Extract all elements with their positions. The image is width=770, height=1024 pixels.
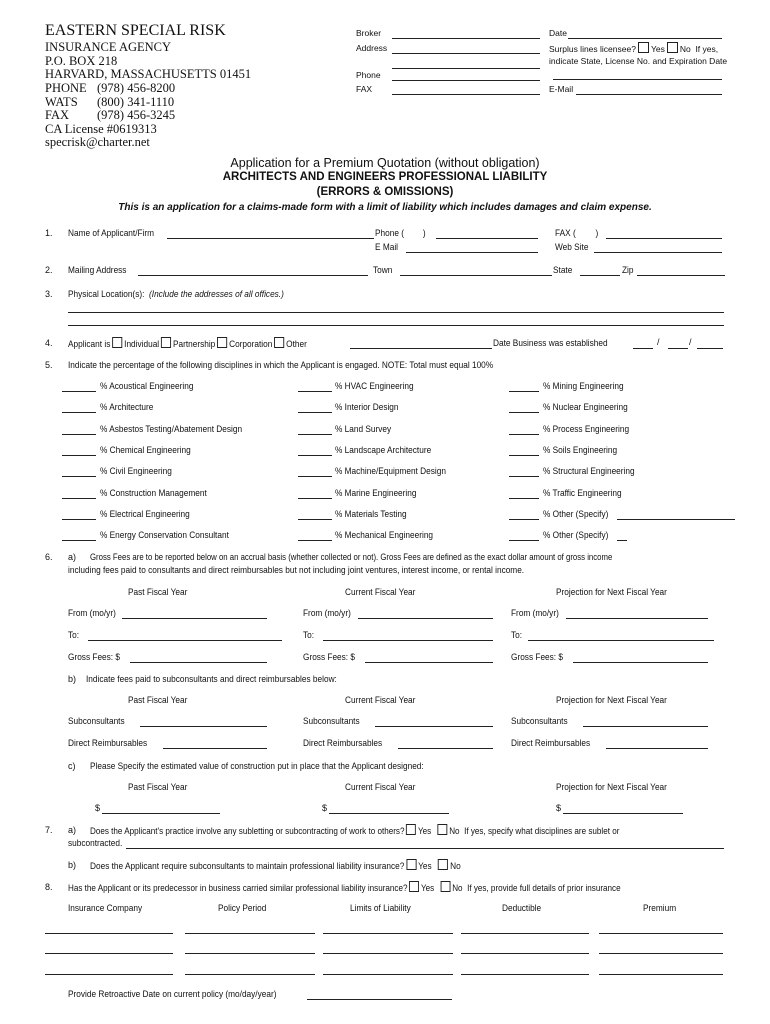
current-to-field[interactable] <box>323 640 493 641</box>
corporation-checkbox[interactable] <box>217 337 227 348</box>
current-gross-field[interactable] <box>365 662 493 663</box>
discipline-percent-field[interactable] <box>509 540 539 541</box>
current-from-label: From (mo/yr) <box>303 608 351 618</box>
prior-insurance-field[interactable] <box>323 974 453 975</box>
q7-b-text: Does the Applicant require subconsultants to maintain professional liability insurance? <box>90 861 405 871</box>
q8-number: 8. <box>45 882 53 892</box>
past-sub-field[interactable] <box>140 726 267 727</box>
discipline-percent-field[interactable] <box>62 519 96 520</box>
q7b-no-checkbox[interactable] <box>438 859 448 870</box>
agency-email: specrisk@charter.net <box>45 135 150 149</box>
prior-col-premium: Premium <box>643 903 677 913</box>
fees-current-header: Current Fiscal Year <box>345 587 416 597</box>
q1-name-label: Name of Applicant/Firm <box>68 228 155 238</box>
prior-insurance-field[interactable] <box>185 974 315 975</box>
discipline-percent-field[interactable] <box>298 540 332 541</box>
broker-fax-label: FAX <box>356 84 373 94</box>
agency-phone <box>45 81 176 96</box>
prior-insurance-field[interactable] <box>461 933 589 934</box>
surplus-indicate: indicate State, License No. and Expiration Date <box>549 56 728 66</box>
surplus-no-checkbox[interactable] <box>667 42 678 53</box>
q1-phone-label <box>375 228 426 238</box>
q6-c-text: Please Specify the estimated value of construction put in place that the Applicant designed: <box>90 761 424 771</box>
date-label: Date <box>549 28 567 38</box>
prior-insurance-field[interactable] <box>45 933 173 934</box>
prior-insurance-field[interactable] <box>461 953 589 954</box>
discipline-percent-field[interactable] <box>509 391 539 392</box>
q1-number: 1. <box>45 228 53 238</box>
past-to-label: To: <box>68 630 80 640</box>
fees-projection-header: Projection for Next Fiscal Year <box>556 587 667 597</box>
phone-close: ) <box>422 228 426 238</box>
other-checkbox[interactable] <box>274 337 284 348</box>
discipline-percent-field[interactable] <box>62 476 96 477</box>
cons-past-header: Past Fiscal Year <box>128 782 188 792</box>
discipline-percent-field[interactable] <box>298 519 332 520</box>
past-from-label: From (mo/yr) <box>68 608 116 618</box>
discipline-percent-field[interactable] <box>298 434 332 435</box>
zip-field[interactable] <box>637 275 725 276</box>
projection-to-field[interactable] <box>528 640 714 641</box>
q2-mail-label: Mailing Address <box>68 265 127 275</box>
prior-insurance-field[interactable] <box>185 953 315 954</box>
current-sub-label: Subconsultants <box>303 716 360 726</box>
discipline-percent-field[interactable] <box>509 498 539 499</box>
broker-label: Broker <box>356 28 382 38</box>
other-specify-field[interactable] <box>617 540 627 541</box>
prior-insurance-field[interactable] <box>185 933 315 934</box>
prior-insurance-field[interactable] <box>599 974 723 975</box>
projection-direct-label: Direct Reimbursables <box>511 738 591 748</box>
discipline-label: % Civil Engineering <box>100 466 172 477</box>
prior-col-deductible: Deductible <box>502 903 542 913</box>
q7-b-marker: b) <box>68 860 77 870</box>
discipline-label: % Traffic Engineering <box>543 487 622 498</box>
mailing-address-field[interactable] <box>138 275 368 276</box>
broker-field[interactable] <box>392 38 540 39</box>
projection-sub-label: Subconsultants <box>511 716 568 726</box>
discipline-label: % Landscape Architecture <box>335 444 432 455</box>
town-field[interactable] <box>400 275 552 276</box>
partnership-checkbox[interactable] <box>161 337 171 348</box>
q7-a-marker: a) <box>68 825 77 835</box>
q5-number: 5. <box>45 360 53 370</box>
discipline-percent-field[interactable] <box>298 476 332 477</box>
q7b-no-label: No <box>450 861 461 871</box>
surplus-row <box>549 42 718 54</box>
wats-value: (800) 341-1110 <box>97 95 175 109</box>
q6-b-marker: b) <box>68 674 77 684</box>
discipline-label: % Mechanical Engineering <box>335 530 434 541</box>
sub-current-header: Current Fiscal Year <box>345 695 416 705</box>
address-field-2[interactable] <box>392 68 540 69</box>
address-field[interactable] <box>392 53 540 54</box>
q1-web-label: Web Site <box>555 242 589 252</box>
form-title: Application for a Premium Quotation (without obligation) <box>230 156 540 170</box>
discipline-label: % Process Engineering <box>543 423 630 434</box>
q4-number: 4. <box>45 338 53 348</box>
discipline-percent-field[interactable] <box>298 455 332 456</box>
established-month-field[interactable] <box>633 348 653 349</box>
q4-row <box>68 337 307 349</box>
past-sub-label: Subconsultants <box>68 716 125 726</box>
discipline-label: % Other (Specify) <box>543 508 609 519</box>
discipline-percent-field[interactable] <box>62 391 96 392</box>
q7a-yes-checkbox[interactable] <box>406 824 416 835</box>
q3-label <box>68 289 284 299</box>
discipline-percent-field[interactable] <box>509 519 539 520</box>
phone-open: Phone ( <box>375 228 405 238</box>
q6-a-marker: a) <box>68 552 77 562</box>
projection-cons-field[interactable] <box>563 813 683 814</box>
agency-city: HARVARD, MASSACHUSETTS 01451 <box>45 67 252 81</box>
q6-c-marker: c) <box>68 761 76 771</box>
wats-label: WATS <box>45 95 78 109</box>
past-from-field[interactable] <box>122 618 267 619</box>
projection-to-label: To: <box>511 630 523 640</box>
projection-cons-dollar: $ <box>556 803 562 813</box>
fax-close: ) <box>595 228 599 238</box>
current-cons-field[interactable] <box>329 813 449 814</box>
applicant-phone-field[interactable] <box>436 238 538 239</box>
prior-col-limits: Limits of Liability <box>350 903 411 913</box>
claims-made-note: This is an application for a claims-made form with a limit of liability which includes damages and claim expense. <box>118 202 652 213</box>
surplus-yes-checkbox[interactable] <box>638 42 649 53</box>
discipline-label: % Land Survey <box>335 423 392 434</box>
q8-yes-checkbox[interactable] <box>409 881 419 892</box>
discipline-label: % Architecture <box>100 402 154 413</box>
partnership-label: Partnership <box>172 339 216 349</box>
discipline-label: % Construction Management <box>100 487 207 498</box>
discipline-percent-field[interactable] <box>298 391 332 392</box>
form-subheading: (ERRORS & OMISSIONS) <box>316 186 454 198</box>
q1-fax-label <box>555 228 599 238</box>
discipline-percent-field[interactable] <box>62 412 96 413</box>
prior-insurance-field[interactable] <box>45 974 173 975</box>
q2-state-label: State <box>553 265 573 275</box>
other-type-field[interactable] <box>350 348 492 349</box>
cons-projection-header: Projection for Next Fiscal Year <box>556 782 667 792</box>
discipline-percent-field[interactable] <box>298 412 332 413</box>
phone-label: PHONE <box>45 81 87 95</box>
discipline-percent-field[interactable] <box>509 455 539 456</box>
q7b-yes-checkbox[interactable] <box>406 859 416 870</box>
past-gross-field[interactable] <box>130 662 267 663</box>
projection-direct-field[interactable] <box>606 748 708 749</box>
past-to-field[interactable] <box>88 640 282 641</box>
q5-label: Indicate the percentage of the following disciplines in which the Applicant is engaged. NOTE: Total must equal 100% <box>68 360 494 370</box>
discipline-percent-field[interactable] <box>509 434 539 435</box>
q2-number: 2. <box>45 265 53 275</box>
sub-past-header: Past Fiscal Year <box>128 695 188 705</box>
fax-open: FAX ( <box>555 228 576 238</box>
retro-date-label: Provide Retroactive Date on current policy (mo/day/year) <box>68 989 277 999</box>
current-sub-field[interactable] <box>375 726 493 727</box>
surplus-label: Surplus lines licensee? <box>549 44 636 54</box>
individual-label: Individual <box>124 339 160 349</box>
projection-gross-label: Gross Fees: $ <box>511 652 564 662</box>
broker-email-label: E-Mail <box>549 84 574 94</box>
q8-no-label: No <box>452 883 463 893</box>
prior-insurance-field[interactable] <box>323 933 453 934</box>
q6-b-text: Indicate fees paid to subconsultants and direct reimbursables below: <box>86 674 337 684</box>
discipline-percent-field[interactable] <box>62 455 96 456</box>
q8-text: Has the Applicant or its predecessor in business carried similar professional liability insurance? <box>68 883 408 893</box>
broker-phone-label: Phone <box>356 70 381 80</box>
date-established-label: Date Business was established <box>493 338 608 348</box>
discipline-label: % Nuclear Engineering <box>543 402 628 413</box>
agency-fax <box>45 108 176 123</box>
prior-insurance-field[interactable] <box>45 953 173 954</box>
current-to-label: To: <box>303 630 315 640</box>
cons-current-header: Current Fiscal Year <box>345 782 416 792</box>
applicant-name-field[interactable] <box>167 238 374 239</box>
fees-past-header: Past Fiscal Year <box>128 587 188 597</box>
projection-from-label: From (mo/yr) <box>511 608 559 618</box>
prior-insurance-field[interactable] <box>461 974 589 975</box>
discipline-label: % Marine Engineering <box>335 487 417 498</box>
discipline-label: % Machine/Equipment Design <box>335 466 446 477</box>
date-slash-1: / <box>657 337 660 347</box>
location-line-2[interactable] <box>68 325 724 326</box>
discipline-label: % Chemical Engineering <box>100 444 191 455</box>
broker-phone-field[interactable] <box>392 80 540 81</box>
q6-a-text: Gross Fees are to be reported below on an accrual basis (whether collected or not). Gross Fees are defined as the exact dollar amount of gross income <box>90 552 613 562</box>
discipline-label: % Other (Specify) <box>543 530 609 541</box>
prior-col-period: Policy Period <box>218 903 267 913</box>
discipline-label: % Materials Testing <box>335 508 407 519</box>
current-direct-field[interactable] <box>398 748 493 749</box>
established-year-field[interactable] <box>697 348 723 349</box>
q7-number: 7. <box>45 825 53 835</box>
current-gross-label: Gross Fees: $ <box>303 652 356 662</box>
q6-number: 6. <box>45 552 53 562</box>
past-gross-label: Gross Fees: $ <box>68 652 121 662</box>
discipline-label: % Asbestos Testing/Abatement Design <box>100 423 243 434</box>
q2-town-label: Town <box>373 265 393 275</box>
q7a-tail: If yes, specify what disciplines are sublet or <box>464 826 620 836</box>
q6-a-text-2: including fees paid to consultants and direct reimbursables but not including joint ventures, interest income, or rental income. <box>68 565 525 575</box>
discipline-label: % Energy Conservation Consultant <box>100 530 229 541</box>
established-day-field[interactable] <box>668 348 688 349</box>
current-from-field[interactable] <box>358 618 493 619</box>
other-specify-field[interactable] <box>617 519 735 520</box>
q8-no-checkbox[interactable] <box>441 881 451 892</box>
applicant-fax-field[interactable] <box>606 238 722 239</box>
q8-row <box>68 881 621 893</box>
address-label: Address <box>356 43 388 53</box>
other-label: Other <box>286 339 307 349</box>
past-cons-dollar: $ <box>95 803 101 813</box>
discipline-label: % HVAC Engineering <box>335 381 414 391</box>
discipline-percent-field[interactable] <box>509 412 539 413</box>
date-field[interactable] <box>568 38 722 39</box>
discipline-label: % Electrical Engineering <box>100 508 190 519</box>
q7-a-row <box>90 824 619 836</box>
discipline-label: % Acoustical Engineering <box>100 381 194 391</box>
q1-email-label: E Mail <box>375 242 399 252</box>
discipline-percent-field[interactable] <box>298 498 332 499</box>
discipline-label: % Structural Engineering <box>543 466 635 477</box>
prior-insurance-field[interactable] <box>323 953 453 954</box>
fax-value: (978) 456-3245 <box>97 108 176 122</box>
q7-a-text: Does the Applicant's practice involve any subletting or subcontracting of work to others? <box>90 826 405 836</box>
discipline-percent-field[interactable] <box>62 540 96 541</box>
individual-checkbox[interactable] <box>112 337 122 348</box>
surplus-no-label: No <box>679 44 691 54</box>
applicant-email-field[interactable] <box>406 252 538 253</box>
applicant-is-label: Applicant is <box>68 339 111 349</box>
agency-license: CA License #0619313 <box>45 122 157 136</box>
q8-tail: If yes, provide full details of prior insurance <box>467 883 621 893</box>
applicant-web-field[interactable] <box>594 252 722 253</box>
form-heading: ARCHITECTS AND ENGINEERS PROFESSIONAL LIABILITY <box>222 171 548 183</box>
q7-a-text-2: subcontracted. <box>68 838 123 848</box>
projection-gross-field[interactable] <box>573 662 708 663</box>
broker-email-field[interactable] <box>576 94 722 95</box>
current-direct-label: Direct Reimbursables <box>303 738 383 748</box>
broker-fax-field[interactable] <box>392 94 540 95</box>
state-field[interactable] <box>580 275 620 276</box>
agency-subtitle: INSURANCE AGENCY <box>45 40 172 54</box>
prior-col-company: Insurance Company <box>68 903 143 913</box>
q3-hint: (Include the addresses of all offices.) <box>149 289 284 299</box>
discipline-percent-field[interactable] <box>62 434 96 435</box>
q8-yes-label: Yes <box>420 883 435 893</box>
past-direct-label: Direct Reimbursables <box>68 738 148 748</box>
surplus-details-field[interactable] <box>553 79 722 80</box>
q7a-yes-label: Yes <box>417 826 432 836</box>
agency-po-box: P.O. BOX 218 <box>45 54 118 68</box>
fax-label: FAX <box>45 108 70 122</box>
phone-value: (978) 456-8200 <box>97 81 176 95</box>
past-cons-field[interactable] <box>102 813 220 814</box>
projection-sub-field[interactable] <box>583 726 708 727</box>
past-direct-field[interactable] <box>163 748 267 749</box>
discipline-label: % Mining Engineering <box>543 381 624 391</box>
q7a-specify-field[interactable] <box>126 848 724 849</box>
prior-insurance-field[interactable] <box>599 953 723 954</box>
q3-number: 3. <box>45 289 53 299</box>
date-slash-2: / <box>689 337 692 347</box>
projection-from-field[interactable] <box>566 618 708 619</box>
agency-name: EASTERN SPECIAL RISK <box>45 22 226 39</box>
prior-insurance-field[interactable] <box>599 933 723 934</box>
discipline-label: % Soils Engineering <box>543 444 618 455</box>
sub-projection-header: Projection for Next Fiscal Year <box>556 695 667 705</box>
q3-text: Physical Location(s): <box>68 289 145 299</box>
corporation-label: Corporation <box>229 339 273 349</box>
location-line-1[interactable] <box>68 312 724 313</box>
discipline-label: % Interior Design <box>335 402 399 413</box>
surplus-ifyes: If yes, <box>695 44 719 54</box>
q7a-no-label: No <box>449 826 460 836</box>
retro-date-field[interactable] <box>307 999 452 1000</box>
surplus-yes-label: Yes <box>650 44 665 54</box>
current-cons-dollar: $ <box>322 803 328 813</box>
q7a-no-checkbox[interactable] <box>438 824 448 835</box>
discipline-percent-field[interactable] <box>62 498 96 499</box>
discipline-percent-field[interactable] <box>509 476 539 477</box>
q7b-yes-label: Yes <box>418 861 432 871</box>
q7-b-row <box>90 859 461 871</box>
q2-zip-label: Zip <box>622 265 634 275</box>
